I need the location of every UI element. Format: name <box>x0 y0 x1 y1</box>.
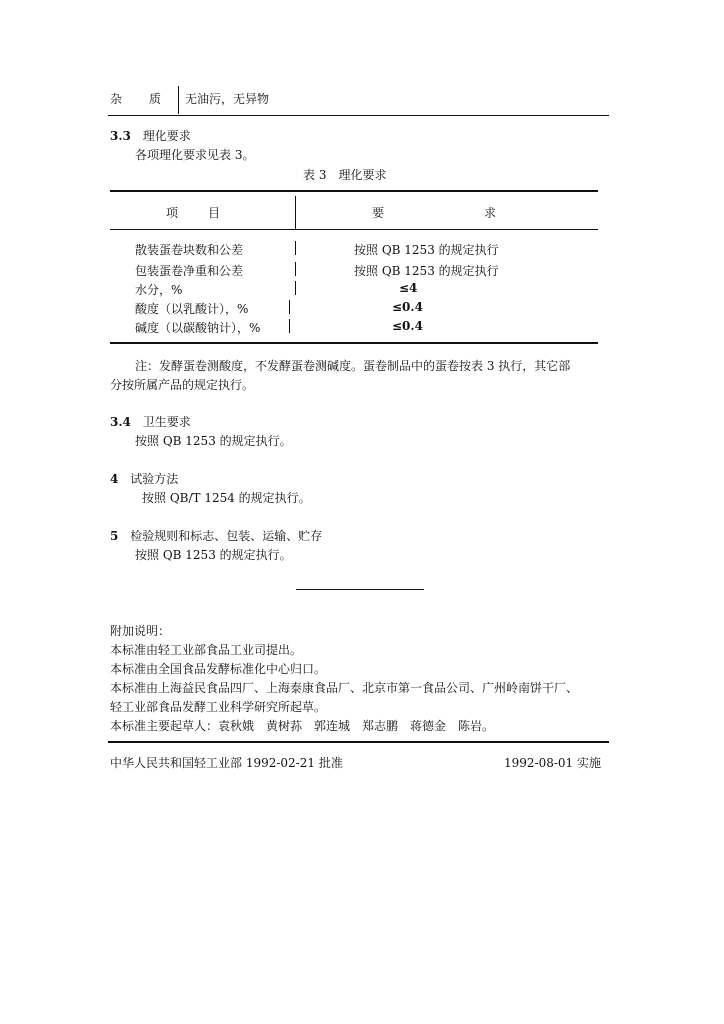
table-header-requirement: 要 求 <box>372 206 499 220</box>
table-caption: 表 3 理化要求 <box>303 168 387 182</box>
table-row-3-item: 水分，% <box>135 283 183 297</box>
section-title: 卫生要求 <box>142 415 191 429</box>
table-row-1-item: 散装蛋卷块数和公差 <box>135 243 244 257</box>
section-number: 3.4 <box>110 415 131 429</box>
additional-line-2: 本标准由全国食品发酵标准化中心归口。 <box>110 662 327 676</box>
table-row-4-divider <box>289 300 290 314</box>
section-number: 5 <box>110 529 119 543</box>
table-top-rule <box>110 190 598 192</box>
note-line-2: 分按所属产品的规定执行。 <box>110 378 255 392</box>
additional-line-5: 本标准主要起草人：袁秋娥 黄树荪 郭连城 郑志鹏 蒋德金 陈岩。 <box>110 719 495 733</box>
note-line-1: 注：发酵蛋卷测酸度，不发酵蛋卷测碱度。蛋卷制品中的蛋卷按表 3 执行，其它部 <box>135 359 571 373</box>
section-4-body: 按照 QB/T 1254 的规定执行。 <box>142 491 311 505</box>
section-4-heading <box>110 470 178 487</box>
table-row-2-requirement: 按照 QB 1253 的规定执行 <box>354 264 499 278</box>
table-row-1-requirement: 按照 QB 1253 的规定执行 <box>354 243 499 257</box>
table-bottom-rule <box>110 342 598 344</box>
footer-implementation: 1992-08-01 实施 <box>504 756 602 770</box>
section-title: 试验方法 <box>130 472 179 486</box>
section-3-4-heading <box>110 413 191 430</box>
impurity-table-bottom-rule <box>108 115 609 116</box>
table-row-3-divider <box>295 281 296 295</box>
additional-line-4: 轻工业部食品发酵工业科学研究所起草。 <box>110 700 327 714</box>
table-header-item: 项 目 <box>166 206 223 220</box>
additional-line-1: 本标准由轻工业部食品工业司提出。 <box>110 643 303 657</box>
table-row-5-divider <box>289 319 290 333</box>
table-row-5-requirement: ≤0.4 <box>392 319 423 333</box>
table-row-3-requirement: ≤4 <box>399 281 418 295</box>
table-row-1-divider <box>295 241 296 255</box>
impurity-divider <box>178 86 179 114</box>
additional-heading: 附加说明： <box>110 624 171 638</box>
footer-approval: 中华人民共和国轻工业部 1992-02-21 批准 <box>110 756 343 770</box>
table-row-4-requirement: ≤0.4 <box>392 300 423 314</box>
section-5-heading <box>110 527 322 544</box>
section-3-3-intro: 各项理化要求见表 3。 <box>135 148 255 162</box>
section-3-4-body: 按照 QB 1253 的规定执行。 <box>135 434 292 448</box>
table-row-5-item: 碱度（以碳酸钠计），% <box>135 321 261 335</box>
table-row-2-item: 包装蛋卷净重和公差 <box>135 264 244 278</box>
additional-line-3: 本标准由上海益民食品四厂、上海泰康食品厂、北京市第一食品公司、广州岭南饼干厂、 <box>110 681 579 695</box>
end-of-text-rule <box>296 589 424 590</box>
footer-rule <box>108 741 609 743</box>
section-title: 理化要求 <box>142 129 191 143</box>
section-number: 3.3 <box>110 129 131 143</box>
section-title: 检验规则和标志、包装、运输、贮存 <box>130 529 323 543</box>
section-5-body: 按照 QB 1253 的规定执行。 <box>135 548 292 562</box>
section-number: 4 <box>110 472 119 486</box>
table-header-divider <box>295 196 296 230</box>
table-row-4-item: 酸度（以乳酸计），% <box>135 302 249 316</box>
section-3-3-heading <box>110 127 191 144</box>
impurity-label: 杂 质 <box>110 92 163 106</box>
impurity-value: 无油污，无异物 <box>185 92 270 106</box>
table-header-rule <box>110 229 598 230</box>
table-row-2-divider <box>295 262 296 276</box>
